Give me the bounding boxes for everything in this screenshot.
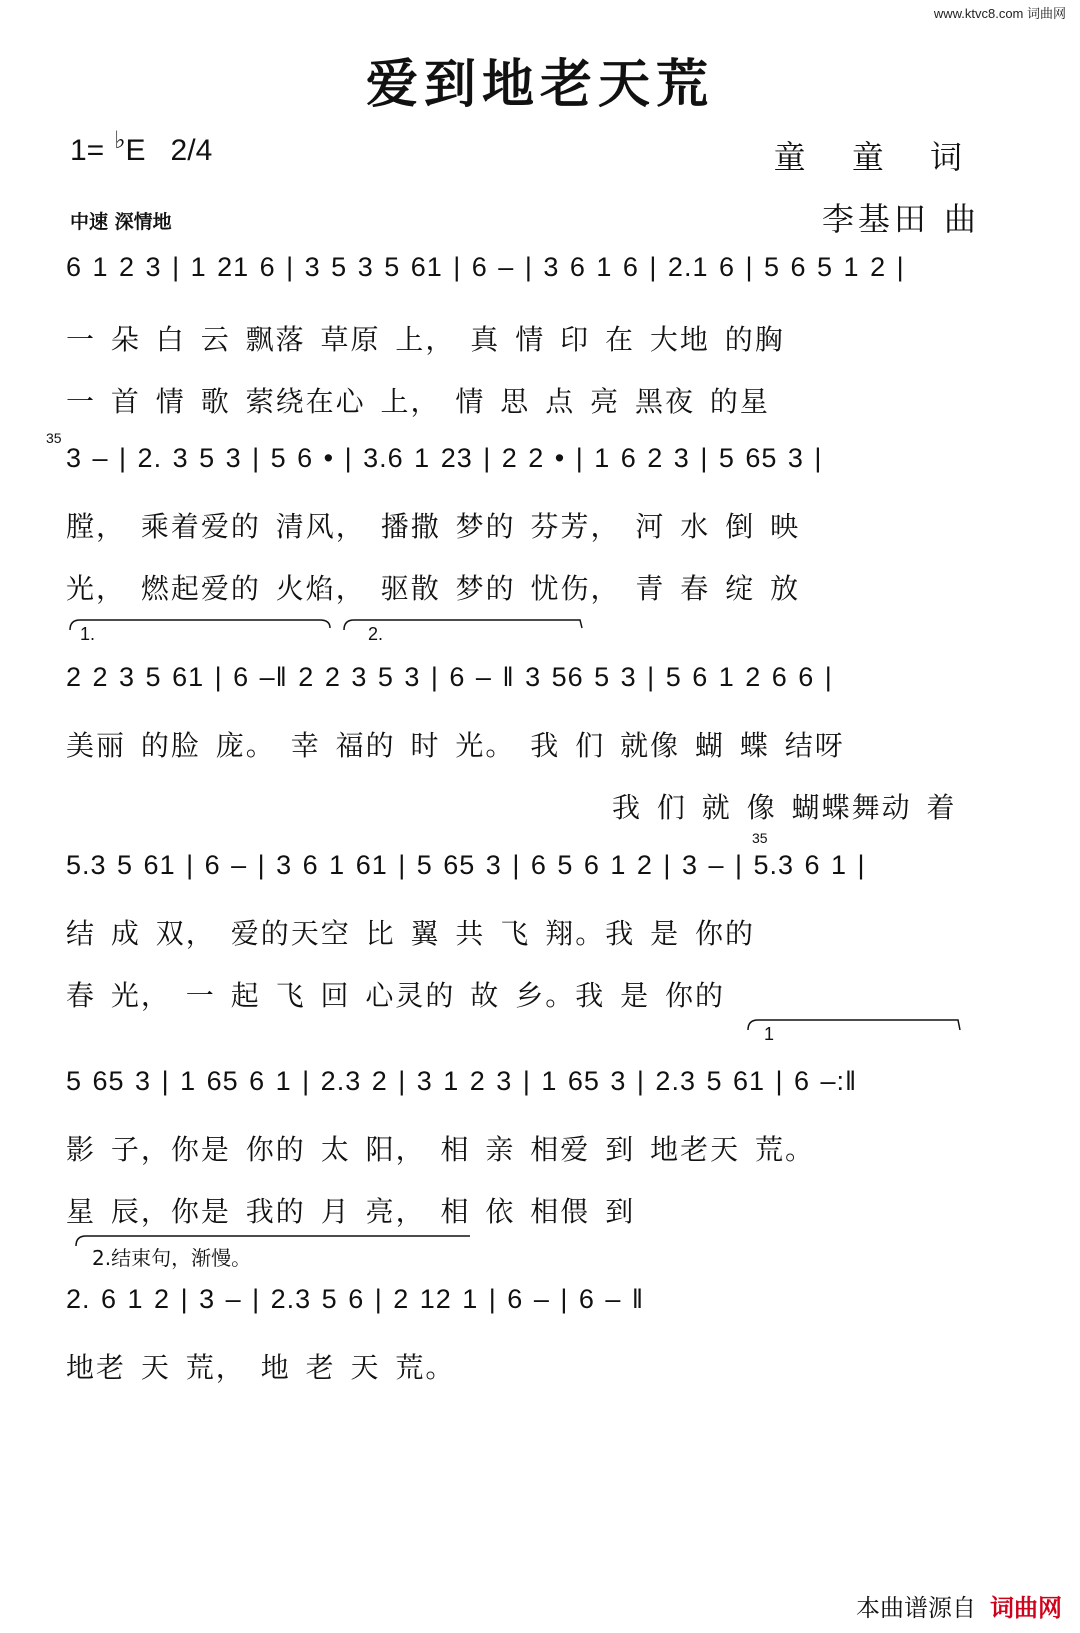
lyric-line-2: 一 首 情 歌 萦绕在心 上， 情 思 点 亮 黑夜 的星 — [66, 385, 770, 418]
lyric-line-5: 美丽 的脸 庞。 幸 福的 时 光。 我 们 就像 蝴 蝶 结呀 — [66, 729, 845, 762]
flat-symbol: ♭ — [114, 127, 126, 154]
notation-line-2: 3 – | 2. 3 5 3 | 5 6 • | 3.6 1 23 | 2 2 • | 1 6 2 3 | 5 65 3 | — [66, 443, 823, 473]
lyric-line-8: 春 光， 一 起 飞 回 心灵的 故 乡。我 是 你的 — [66, 979, 726, 1012]
lyric-line-1: 一 朵 白 云 飘落 草原 上， 真 情 印 在 大地 的胸 — [66, 323, 785, 356]
site-header: www.ktvc8.com 词曲网 — [933, 6, 1066, 21]
lyric-line-4: 光， 燃起爱的 火焰， 驱散 梦的 忧伤， 青 春 绽 放 — [66, 572, 801, 605]
lyric-line-9: 影 子，你是 你的 太 阳， 相 亲 相爱 到 地老天 荒。 — [66, 1133, 816, 1166]
volta-1-bracket — [70, 620, 330, 630]
notation-line-4: 5.3 5 61 | 6 – | 3 6 1 61 | 5 65 3 | 6 5 6 1 2 | 3 – | 5.3 6 1 | — [66, 850, 866, 880]
grace-note-1: 35 — [46, 430, 62, 446]
volta-final-1-bracket — [748, 1020, 960, 1030]
lyric-line-10: 星 辰，你是 我的 月 亮， 相 依 相偎 到 — [66, 1195, 636, 1228]
key-rest: E 2/4 — [125, 134, 213, 167]
notation-line-6: 2. 6 1 2 | 3 – | 2.3 5 6 | 2 12 1 | 6 – | 6 – ‖ — [66, 1284, 645, 1314]
volta-final-1-label: 1 — [764, 1024, 775, 1044]
tempo-marking: 中速 深情地 — [70, 211, 172, 233]
lyric-line-6: 我 们 就 像 蝴蝶舞动 着 — [612, 791, 957, 824]
key-prefix: 1= — [70, 134, 105, 167]
composer-credit: 李基田 曲 — [821, 200, 980, 238]
lyricist-credit: 童 童 词 — [773, 138, 980, 176]
notation-line-1: 6 1 2 3 | 1 21 6 | 3 5 3 5 61 | 6 – | 3 6 1 6 | 2.1 6 | 5 6 5 1 2 | — [66, 252, 905, 282]
volta-2-label: 2. — [368, 624, 384, 644]
grace-note-2: 35 — [752, 830, 768, 846]
volta-1-label: 1. — [80, 624, 96, 644]
lyric-line-11: 地老 天 荒， 地 老 天 荒。 — [66, 1351, 456, 1384]
notation-line-3: 2 2 3 5 61 | 6 –‖ 2 2 3 5 3 | 6 – ‖ 3 56 5 3 | 5 6 1 2 6 6 | — [66, 662, 833, 692]
volta-2-bracket — [344, 620, 582, 630]
song-title: 爱到地老天荒 — [365, 54, 714, 115]
footer-source — [856, 1588, 1062, 1623]
lyric-line-3: 膛， 乘着爱的 清风， 播撒 梦的 芬芳， 河 水 倒 映 — [66, 510, 801, 543]
notation-line-5: 5 65 3 | 1 65 6 1 | 2.3 2 | 3 1 2 3 | 1 65 3 | 2.3 5 61 | 6 –:‖ — [66, 1066, 858, 1096]
footer-brand-link[interactable]: 词曲网 — [990, 1594, 1062, 1622]
ending-label: 2.结束句，渐慢。 — [92, 1246, 252, 1270]
lyric-line-7: 结 成 双， 爱的天空 比 翼 共 飞 翔。我 是 你的 — [66, 917, 756, 950]
ending-bracket — [76, 1236, 470, 1246]
footer-source-text: 本曲谱源自 — [856, 1594, 976, 1622]
